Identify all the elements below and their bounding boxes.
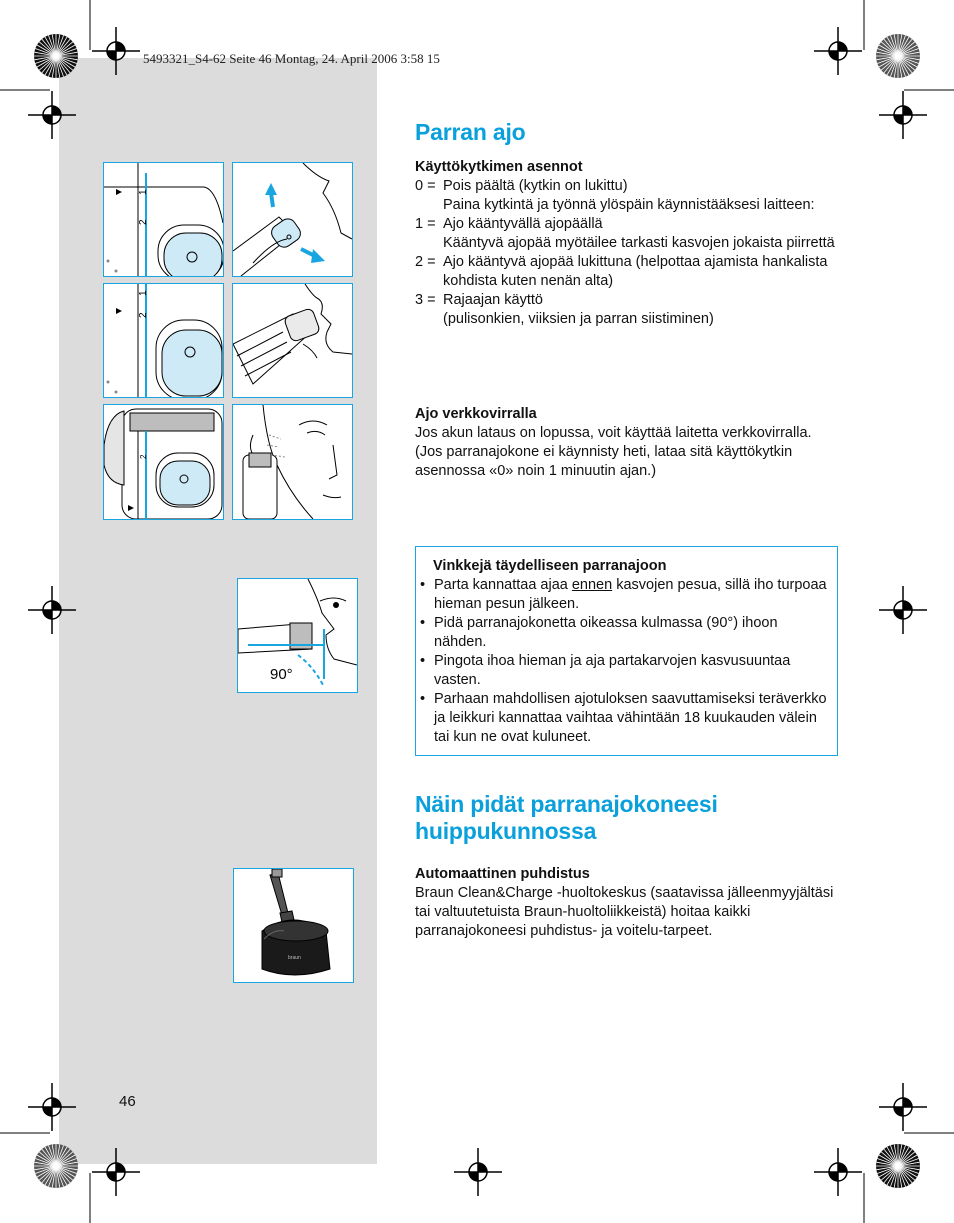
mains-heading: Ajo verkkovirralla (415, 406, 537, 422)
figure-swivel-head (232, 162, 353, 277)
switch-label-2: 2 (138, 219, 149, 225)
position-1: 1 = Ajo kääntyvällä ajopäällä Kääntyvä ajopää myötäilee tarkasti kasvojen jokaista piirrettä (415, 216, 835, 251)
figure-trimming-sideburn (232, 404, 353, 520)
position-2: 2 = Ajo kääntyvä ajopää lukittuna (helpottaa ajamista hankalista kohdista kuten nenän alta) (415, 254, 828, 289)
switch-label-1: 1 (138, 189, 149, 195)
brand-label: braun (288, 955, 301, 961)
switch-positions-heading: Käyttökytkimen asennot (415, 159, 583, 175)
position-3: 3 = Rajaajan käyttö (pulisonkien, viiksien ja parran siistiminen) (415, 292, 714, 327)
section-title-shaving: Parran ajo (415, 119, 526, 145)
tips-box (415, 546, 838, 756)
figure-switch-position-0 (103, 162, 224, 277)
section-title-maintenance: Näin pidät parranajokoneesi huippukunnossa (415, 791, 718, 844)
tip-item: • Parta kannattaa ajaa ennen kasvojen pesua, sillä iho turpoaa hieman pesun jälkeen. (420, 577, 827, 612)
mains-text: Jos akun lataus on lopussa, voit käyttää laitetta verkkovirralla. (Jos parranajokone ei käynnisty heti, lataa sitä käyttökytkin asennossa «0» noin 1 minuutin ajan.) (415, 425, 812, 479)
figure-switch-position-2 (103, 283, 224, 398)
switch-label-2: 2 (139, 454, 148, 459)
page-number: 46 (119, 1093, 136, 1110)
switch-label-1: 1 (138, 290, 149, 296)
tip-item: • Pidä parranajokonetta oikeassa kulmassa (90°) ihoon nähden. (420, 615, 778, 650)
angle-label: 90° (270, 666, 293, 683)
figure-90-degree-angle (237, 578, 358, 693)
print-info-line: 5493321_S4-62 Seite 46 Montag, 24. April 2006 3:58 15 (143, 51, 440, 66)
tips-list (420, 576, 832, 747)
figure-clean-charge-station (233, 868, 354, 983)
tip-item: • Parhaan mahdollisen ajotuloksen saavuttamiseksi teräverkko ja leikkuri kannattaa vaihtaa vähintään 18 kuukauden välein tai kun ne ovat kuluneet. (420, 691, 827, 745)
auto-clean-heading: Automaattinen puhdistus (415, 866, 590, 882)
switch-label-2: 2 (138, 312, 149, 318)
figure-locked-head (232, 283, 353, 398)
position-0: 0 = Pois päältä (kytkin on lukittu) Paina kytkintä ja työnnä ylöspäin käynnistääksesi laitteen: (415, 178, 815, 213)
auto-clean-text: Braun Clean&Charge -huoltokeskus (saatavissa jälleenmyyjältäsi tai valtuutetuista Braun-huoltoliikkeistä) hoitaa kaikki parranajokoneesi puhdistus- ja voitelu-tarpeet. (415, 885, 834, 939)
tips-title: Vinkkejä täydelliseen parranajoon (433, 558, 667, 574)
tip-item: • Pingota ihoa hieman ja aja partakarvojen kasvusuuntaa vasten. (420, 653, 791, 688)
figure-trimmer-switch (103, 404, 224, 520)
switch-positions-list (415, 177, 835, 329)
